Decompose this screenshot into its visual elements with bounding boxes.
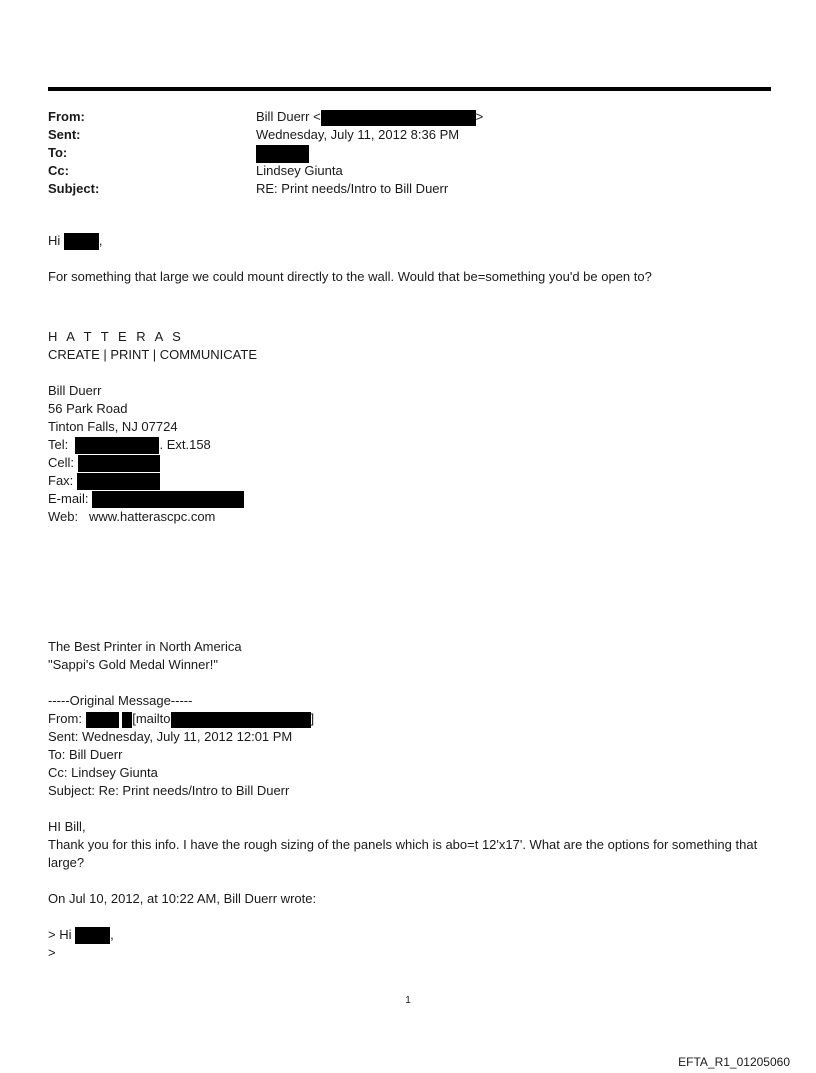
document-id: EFTA_R1_01205060 <box>678 1055 790 1069</box>
quote-empty: > <box>48 945 56 960</box>
from-row <box>48 108 771 126</box>
email-line <box>48 490 771 508</box>
subject-label: Subject: <box>48 181 100 196</box>
greeting-line <box>48 232 771 250</box>
to-value <box>256 144 309 163</box>
fax-line <box>48 472 771 490</box>
redaction-bar <box>86 712 119 728</box>
signature-address-1: 56 Park Road <box>48 401 128 416</box>
sent-label: Sent: <box>48 127 81 142</box>
email-body <box>48 232 771 962</box>
subject-value: RE: Print needs/Intro to Bill Duerr <box>256 181 449 196</box>
quote-hi-line <box>48 926 771 944</box>
web-label: Web: <box>48 509 79 524</box>
cc-row <box>48 162 771 180</box>
tel-line <box>48 436 771 454</box>
tel-ext: . Ext.158 <box>159 437 211 452</box>
original-from-label: From: <box>48 711 82 726</box>
redaction-bar <box>122 712 132 728</box>
sent-value: Wednesday, July 11, 2012 8:36 PM <box>256 127 460 142</box>
cell-line <box>48 454 771 472</box>
slogan-2: "Sappi's Gold Medal Winner!" <box>48 657 218 672</box>
tagline: CREATE | PRINT | COMMUNICATE <box>48 347 257 362</box>
quote-intro: On Jul 10, 2012, at 10:22 AM, Bill Duerr wrote: <box>48 891 317 906</box>
redaction-bar <box>171 712 311 728</box>
fax-label: Fax: <box>48 473 74 488</box>
email-label: E-mail: <box>48 491 89 506</box>
slogan-1: The Best Printer in North America <box>48 639 242 654</box>
original-message: Thank you for this info. I have the rough sizing of the panels which is abo=t 12'x17'. What are the options for something that large? <box>48 837 758 870</box>
from-label: From: <box>48 109 85 124</box>
original-mailto: [mailto <box>132 711 171 726</box>
from-name: Bill Duerr < <box>256 109 321 124</box>
cc-value: Lindsey Giunta <box>256 163 343 178</box>
web-line <box>48 508 771 526</box>
redaction-bar <box>256 145 309 163</box>
signature-name: Bill Duerr <box>48 383 102 398</box>
quote-hi-suffix: , <box>110 927 114 942</box>
company-name: H A T T E R A S <box>48 329 184 344</box>
email-header <box>48 108 771 198</box>
original-greeting: HI Bill, <box>48 819 86 834</box>
redaction-bar <box>78 455 160 472</box>
redaction-bar <box>75 927 110 944</box>
original-cc: Cc: Lindsey Giunta <box>48 765 158 780</box>
quote-hi: > Hi <box>48 927 72 942</box>
subject-row <box>48 180 771 198</box>
message-line: For something that large we could mount directly to the wall. Would that be=something you'd be open to? <box>48 269 652 284</box>
original-from-line <box>48 710 771 728</box>
cc-label: Cc: <box>48 163 69 178</box>
redaction-bar <box>321 110 476 126</box>
to-row <box>48 144 771 162</box>
redaction-bar <box>75 437 159 454</box>
to-label: To: <box>48 145 68 160</box>
tel-label: Tel: <box>48 437 69 452</box>
original-mailto-close: ] <box>310 711 315 726</box>
signature-address-2: Tinton Falls, NJ 07724 <box>48 419 178 434</box>
sent-row <box>48 126 771 144</box>
from-value <box>256 108 483 126</box>
redaction-bar <box>92 491 244 508</box>
greeting-suffix: , <box>98 233 103 248</box>
original-message-header: -----Original Message----- <box>48 693 193 708</box>
page-number: 1 <box>405 995 411 1006</box>
from-close: > <box>475 109 484 124</box>
greeting: Hi <box>48 233 61 248</box>
cell-label: Cell: <box>48 455 75 470</box>
original-subject: Subject: Re: Print needs/Intro to Bill Duerr <box>48 783 290 798</box>
header-rule <box>48 87 771 91</box>
original-to: To: Bill Duerr <box>48 747 123 762</box>
original-sent: Sent: Wednesday, July 11, 2012 12:01 PM <box>48 729 293 744</box>
redaction-bar <box>64 233 99 250</box>
redaction-bar <box>77 473 160 490</box>
web-link[interactable]: www.hatterascpc.com <box>88 509 216 524</box>
